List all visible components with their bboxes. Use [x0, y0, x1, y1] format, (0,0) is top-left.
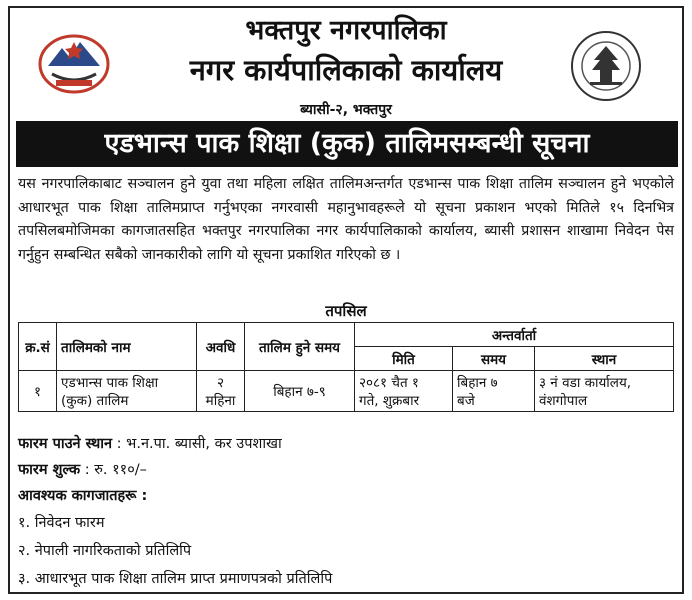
- col-interview-date: मिति: [355, 347, 453, 371]
- col-sn: क्र.सं: [19, 323, 57, 371]
- cell-duration-line1: २: [216, 375, 225, 391]
- col-interview-time: समय: [453, 347, 535, 371]
- col-duration: अवधि: [197, 323, 245, 371]
- cell-training-name-line1: एडभान्स पाक शिक्षा: [61, 375, 159, 391]
- cell-interview-date-line1: २०८१ चैत १: [359, 375, 419, 391]
- cell-interview-date-line2: गते, शुक्रबार: [359, 393, 420, 409]
- cell-training-time: बिहान ७-९: [245, 371, 355, 412]
- cell-interview-place-line2: वंशगोपाल: [539, 393, 588, 409]
- municipality-name: भक्तपुर नगरपालिका: [245, 15, 447, 46]
- col-interview-place: स्थान: [535, 347, 674, 371]
- col-interview: अन्तर्वार्ता: [355, 323, 674, 347]
- cell-duration-line2: महिना: [205, 393, 236, 409]
- cell-interview-time-line1: बिहान ७: [457, 375, 498, 391]
- schedule-table: [18, 322, 674, 412]
- notice-body: यस नगरपालिकाबाट सञ्चालन हुने युवा तथा महिला लक्षित तालिमअन्तर्गत एडभान्स पाक शिक्षा तालिम सञ्चालन हुने भएकोले आधारभूत पाक शिक्षा तालिमप्राप्त गर्नुभएका नगरवासी महानुभावहरूले यो सूचना प्रकाशन भएको मितिले १५ दिनभित्र तपसिलबमोजिमका कागजातसहित भक्तपुर नगरपालिका नगर कार्यपालिकाको कार्यालय, ब्यासी प्रशासन शाखामा निवेदन पेस गर्नुहुन सम्बन्धित सबैको जानकारीको लागि यो सूचना प्रकाशित गरिएको छ ।: [18, 176, 674, 263]
- office-name: नगर कार्यपालिकाको कार्यालय: [189, 53, 503, 87]
- required-doc-item: १. निवेदन फारम: [18, 515, 105, 531]
- col-training-name: तालिमको नाम: [57, 323, 197, 371]
- form-location-value: : भ.न.पा. ब्यासी, कर उपशाखा: [116, 436, 282, 452]
- required-doc-item: ३. आधारभूत पाक शिक्षा तालिम प्राप्त प्रमाणपत्रको प्रतिलिपि: [18, 571, 333, 587]
- schedule-heading: तपसिल: [325, 302, 367, 320]
- required-docs-heading: आवश्यक कागजातहरू :: [18, 488, 148, 504]
- cell-interview-time: [453, 371, 535, 412]
- cell-sn: १: [19, 371, 57, 412]
- cell-training-name: [57, 371, 197, 412]
- col-training-time: तालिम हुने समय: [245, 323, 355, 371]
- form-location-label: फारम पाउने स्थान: [18, 436, 113, 452]
- form-fee: [18, 459, 147, 479]
- form-location: [18, 433, 282, 453]
- notice-title: एडभान्स पाक शिक्षा (कुक) तालिमसम्बन्धी सूचना: [16, 121, 678, 167]
- form-fee-value: : रु. ११०/–: [84, 462, 147, 478]
- cell-duration: [197, 371, 245, 412]
- cell-interview-place: [535, 371, 674, 412]
- table-row: [19, 371, 674, 412]
- cell-interview-place-line1: ३ नं वडा कार्यालय,: [539, 375, 632, 391]
- form-fee-label: फारम शुल्क: [18, 462, 81, 478]
- required-doc-item: २. नेपाली नागरिकताको प्रतिलिपि: [18, 543, 192, 559]
- cell-interview-time-line2: बजे: [457, 393, 475, 409]
- office-address: ब्यासी-२, भक्तपुर: [300, 102, 392, 118]
- cell-interview-date: [355, 371, 453, 412]
- cell-training-name-line2: (कुक) तालिम: [61, 393, 129, 409]
